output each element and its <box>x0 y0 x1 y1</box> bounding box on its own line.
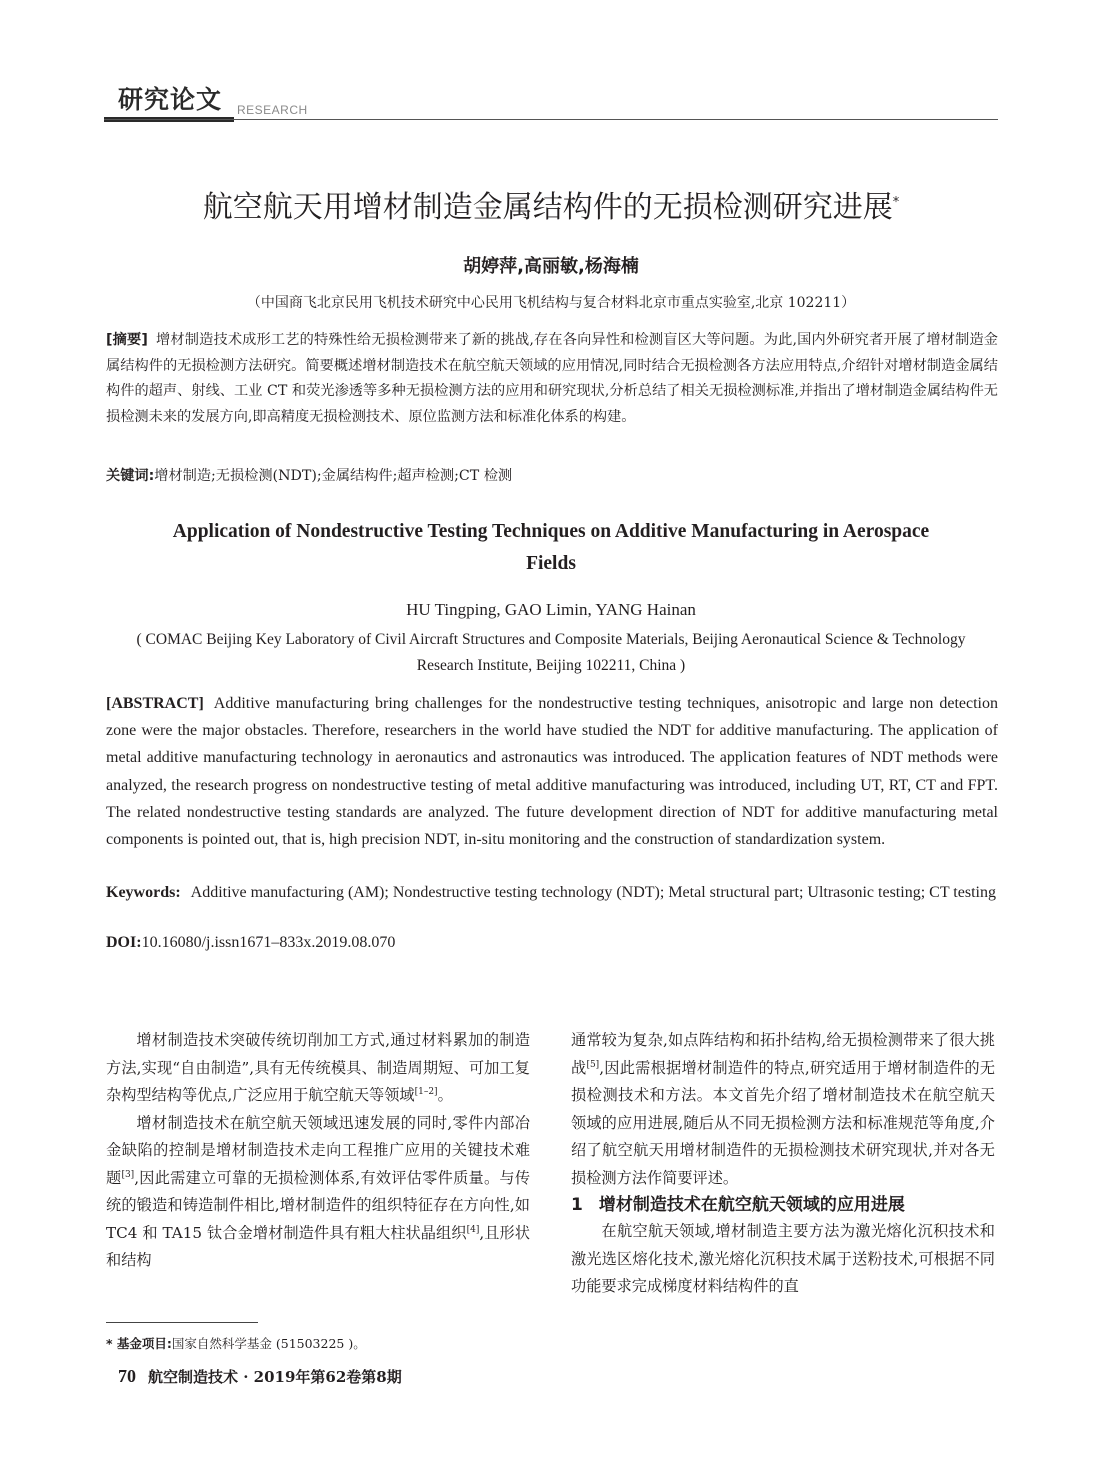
body-column-left <box>106 1027 530 1275</box>
paper-title-zh: 航空航天用增材制造金属结构件的无损检测研究进展* <box>202 190 900 225</box>
abstract-zh-label: [摘要] <box>106 332 148 348</box>
paper-title-en: Application of Nondestructive Testing Techniques on Additive Manufacturing in Aerospace Fields <box>172 521 930 574</box>
footnote-label: * 基金项目: <box>106 1336 172 1351</box>
keywords-en-label: Keywords: <box>106 884 181 901</box>
authors-zh: 胡婷萍,高丽敏,杨海楠 <box>463 256 639 277</box>
abstract-zh: [摘要] 增材制造技术成形工艺的特殊性给无损检测带来了新的挑战,存在各向异性和检测盲区大等问题。为此,国内外研究者开展了增材制造金属结构件的无损检测方法研究。简要概述增材制造技术在航空航天领域的应用情况,同时结合无损检测各方法应用特点,介绍针对增材制造金属结构件的超声、射线、工业 CT 和荧光渗透等多种无损检测方法的应用和研究现状,分析总结了相关无损检测标准,并指出了增材制造金属结构件无损检测未来的发展方向,即高精度无损检测技术、原位监测方法和标准化体系的构建。 <box>106 332 998 425</box>
body-paragraph: 增材制造技术突破传统切削加工方式,通过材料累加的制造方法,实现“自由制造”,具有无传统模具、制造周期短、可加工复杂构型结构等优点,广泛应用于航空航天等领域[1–2]。 <box>106 1031 530 1104</box>
citation: [1–2] <box>414 1086 438 1097</box>
doi-label: DOI: <box>106 934 142 951</box>
header-rule <box>104 119 998 120</box>
footnote-rule <box>106 1322 258 1323</box>
affiliation-zh: （中国商飞北京民用飞机技术研究中心民用飞机结构与复合材料北京市重点实验室,北京 102211） <box>246 295 856 311</box>
page-folio <box>118 1366 402 1387</box>
citation: [4] <box>466 1224 480 1235</box>
section-heading: 1 增材制造技术在航空航天领域的应用进展 <box>571 1195 905 1215</box>
footnote: * 基金项目:国家自然科学基金 (51503225 )。 <box>106 1336 366 1351</box>
title-footnote-mark: * <box>892 195 900 210</box>
keywords-zh-label: 关键词: <box>106 468 155 484</box>
abstract-en-label: [ABSTRACT] <box>106 695 204 712</box>
body-column-right <box>571 1027 995 1301</box>
section-name: 研究论文 <box>118 85 223 114</box>
page-number: 70 <box>118 1366 136 1386</box>
citation: [3] <box>121 1169 135 1180</box>
section-name-en: RESEARCH <box>237 103 308 117</box>
affiliation-en: ( COMAC Beijing Key Laboratory of Civil Aircraft Structures and Composite Materials, Beijing Aeronautical Science & Technology Research Institute, Beijing 102211, China ) <box>136 631 966 674</box>
doi: DOI:10.16080/j.issn1671–833x.2019.08.070 <box>106 934 396 951</box>
authors-en: HU Tingping, GAO Limin, YANG Hainan <box>406 600 696 619</box>
journal-name: 航空制造技术 · 2019年第62卷第8期 <box>148 1368 402 1386</box>
keywords-en: Keywords: Additive manufacturing (AM); Nondestructive testing technology (NDT); Metal structural part; Ultrasonic testing; CT testing <box>106 884 996 901</box>
keywords-zh: 关键词:增材制造;无损检测(NDT);金属结构件;超声检测;CT 检测 <box>106 468 513 484</box>
citation: [5] <box>586 1059 600 1070</box>
body-paragraph: 通常较为复杂,如点阵结构和拓扑结构,给无损检测带来了很大挑战[5],因此需根据增材制造件的特点,研究适用于增材制造件的无损检测技术和方法。本文首先介绍了增材制造技术在航空航天领域的应用进展,随后从不同无损检测方法和标准规范等角度,介绍了航空航天用增材制造件的无损检测技术研究现状,并对各无损检测方法作简要评述。 <box>571 1031 996 1187</box>
body-paragraph: 在航空航天领域,增材制造主要方法为激光熔化沉积技术和激光选区熔化技术,激光熔化沉积技术属于送粉技术,可根据不同功能要求完成梯度材料结构件的直 <box>571 1222 995 1295</box>
abstract-en: [ABSTRACT] Additive manufacturing bring challenges for the nondestructive testing techniques, anisotropic and large non detection zone were the major obstacles. Therefore, researchers in the world have studied the NDT for additive manufacturing. The application of metal additive manufacturing technology in aeronautics and astronautics was introduced. The application features of NDT methods were analyzed, the research progress on nondestructive testing of metal additive manufacturing was introduced, including UT, RT, CT and FPT. The related nondestructive testing standards are analyzed. The future development direction of NDT for additive manufacturing metal components is pointed out, that is, high precision NDT, in-situ monitoring and the construction of standardization system. <box>106 695 998 849</box>
body-paragraph: 增材制造技术在航空航天领域迅速发展的同时,零件内部冶金缺陷的控制是增材制造技术走向工程推广应用的关键技术难题[3],因此需建立可靠的无损检测体系,有效评估零件质量。与传统的锻造和铸造制件相比,增材制造件的组织特征存在方向性,如 TC4 和 TA15 钛合金增材制造件具有粗大柱状晶组织[4],且形状和结构 <box>106 1113 531 1269</box>
